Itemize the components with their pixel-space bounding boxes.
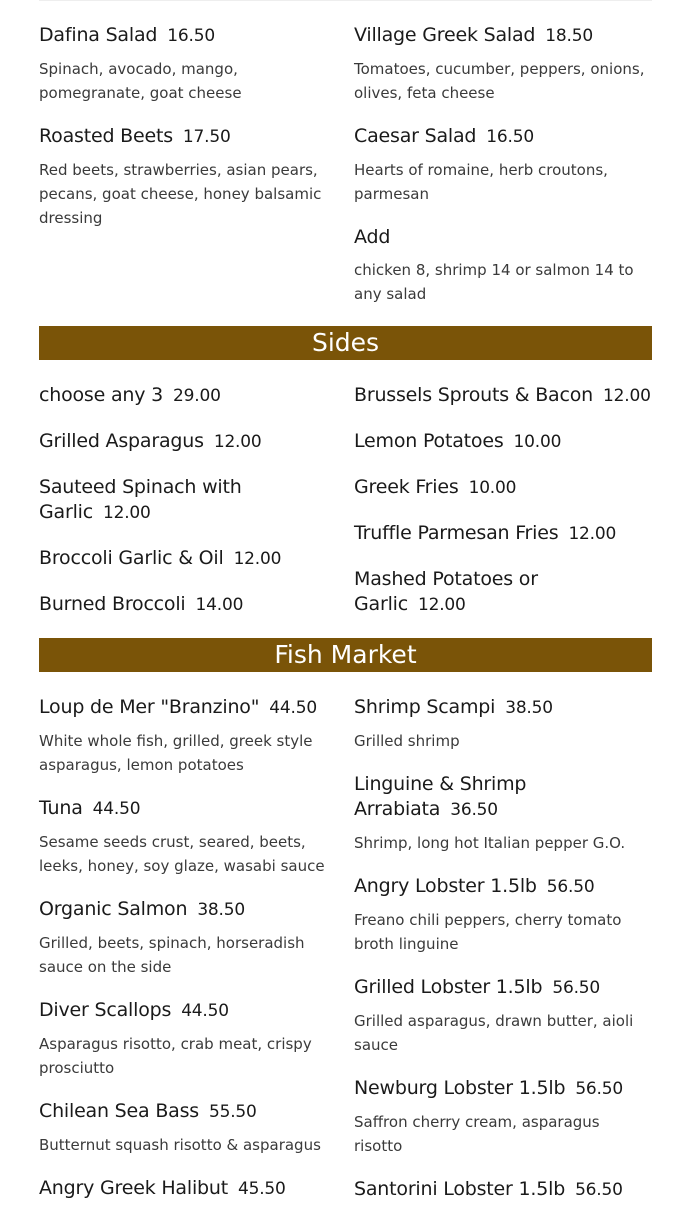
item-name: Truffle Parmesan Fries	[354, 522, 559, 544]
item-name: Grilled Asparagus	[39, 430, 204, 452]
item-price: 12.00	[417, 595, 466, 615]
salads-section	[39, 23, 652, 306]
item-price: 29.00	[173, 386, 221, 406]
item-name: Grilled Lobster 1.5lb	[354, 976, 543, 998]
sides-section	[39, 383, 652, 618]
item-description: chicken 8, shrimp 14 or salmon 14 to any salad	[354, 261, 634, 303]
menu-item	[354, 1076, 652, 1158]
item-name: Lemon Potatoes	[354, 430, 504, 452]
item-price: 12.00	[102, 503, 151, 523]
menu-item	[39, 23, 337, 105]
menu-item	[39, 1099, 337, 1157]
item-price: 56.50	[575, 1180, 623, 1200]
item-name: Caesar Salad	[354, 125, 477, 147]
menu-item	[354, 521, 652, 547]
item-price: 17.50	[182, 127, 231, 147]
item-name: Newburg Lobster 1.5lb	[354, 1077, 566, 1099]
item-description: Hearts of romaine, herb croutons, parmesan	[354, 161, 608, 203]
item-price: 12.00	[213, 432, 262, 452]
item-description: Grilled, beets, spinach, horseradish sauce on the side	[39, 934, 305, 976]
menu-item	[39, 546, 337, 572]
item-price: 44.50	[181, 1001, 229, 1021]
menu-item	[39, 475, 337, 526]
item-description: Red beets, strawberries, asian pears, pecans, goat cheese, honey balsamic dressing	[39, 161, 322, 227]
menu-item	[354, 383, 652, 409]
item-description: Freano chili peppers, cherry tomato broth linguine	[354, 911, 622, 953]
item-price: 10.00	[513, 432, 562, 452]
item-price: 56.50	[546, 877, 595, 897]
item-name: Santorini Lobster 1.5lb	[354, 1178, 566, 1200]
menu-item	[39, 383, 337, 409]
item-price: 38.50	[505, 698, 553, 718]
item-price: 12.00	[603, 386, 651, 406]
item-price: 45.50	[237, 1179, 286, 1199]
item-description: Butternut squash risotto & asparagus	[39, 1136, 321, 1154]
item-description: Grilled asparagus, drawn butter, aioli sauce	[354, 1012, 634, 1054]
item-description: Sesame seeds crust, seared, beets, leeks, honey, soy glaze, wasabi sauce	[39, 833, 325, 875]
item-name: Shrimp Scampi	[354, 696, 496, 718]
menu-item	[39, 592, 337, 618]
menu-item	[39, 429, 337, 455]
item-description: Saffron cherry cream, asparagus risotto	[354, 1113, 600, 1155]
sides-left-column	[39, 383, 337, 618]
menu-item	[354, 225, 652, 306]
salads-left-column	[39, 23, 337, 306]
item-price: 36.50	[450, 800, 498, 820]
item-name: Village Greek Salad	[354, 24, 536, 46]
menu-item	[39, 1176, 337, 1202]
item-name: Chilean Sea Bass	[39, 1100, 199, 1122]
item-name: Diver Scallops	[39, 999, 172, 1021]
section-heading-fish-market: Fish Market	[39, 638, 652, 672]
menu-item	[39, 695, 337, 777]
menu-item	[354, 975, 652, 1057]
item-price: 12.00	[568, 524, 617, 544]
menu-item	[39, 998, 337, 1080]
item-description: Tomatoes, cucumber, peppers, onions, olives, feta cheese	[354, 60, 645, 102]
item-name: Broccoli Garlic & Oil	[39, 547, 224, 569]
fish-right-column	[354, 695, 652, 1203]
menu-item	[354, 1177, 652, 1203]
menu-item	[354, 695, 652, 753]
menu-item	[354, 429, 652, 455]
menu-page	[39, 0, 652, 1203]
item-price: 44.50	[269, 698, 317, 718]
menu-item	[354, 475, 652, 501]
item-name: Loup de Mer "Branzino"	[39, 696, 260, 718]
menu-item	[354, 124, 652, 206]
item-name: Sauteed Spinach with Garlic	[39, 476, 242, 523]
item-price: 16.50	[486, 127, 534, 147]
item-description: Asparagus risotto, crab meat, crispy prosciutto	[39, 1035, 312, 1077]
item-name: Dafina Salad	[39, 24, 158, 46]
item-price: 55.50	[209, 1102, 257, 1122]
item-name: Angry Lobster 1.5lb	[354, 875, 537, 897]
item-name: Roasted Beets	[39, 125, 173, 147]
menu-item	[39, 124, 337, 230]
item-name: Brussels Sprouts & Bacon	[354, 384, 594, 406]
item-name: Linguine & Shrimp Arrabiata	[354, 773, 527, 820]
menu-item	[354, 23, 652, 105]
item-price: 38.50	[197, 900, 245, 920]
item-price: 18.50	[545, 26, 593, 46]
item-name: Add	[354, 226, 391, 248]
menu-item	[354, 874, 652, 956]
item-price: 14.00	[195, 595, 244, 615]
fish-left-column	[39, 695, 337, 1203]
menu-item	[39, 897, 337, 979]
section-heading-sides: Sides	[39, 326, 652, 360]
item-price: 16.50	[167, 26, 215, 46]
item-name: Tuna	[39, 797, 83, 819]
item-price: 56.50	[552, 978, 601, 998]
item-name: Organic Salmon	[39, 898, 188, 920]
item-name: choose any 3	[39, 384, 164, 406]
item-price: 44.50	[92, 799, 141, 819]
item-name: Burned Broccoli	[39, 593, 186, 615]
item-description: Shrimp, long hot Italian pepper G.O.	[354, 834, 626, 852]
item-description: Spinach, avocado, mango, pomegranate, goat cheese	[39, 60, 242, 102]
item-name: Angry Greek Halibut	[39, 1177, 228, 1199]
item-price: 10.00	[468, 478, 517, 498]
menu-item	[39, 796, 337, 878]
menu-item	[354, 772, 652, 855]
fish-section	[39, 695, 652, 1203]
item-price: 12.00	[233, 549, 282, 569]
item-name: Mashed Potatoes or Garlic	[354, 568, 538, 615]
item-description: Grilled shrimp	[354, 732, 460, 750]
salads-right-column	[354, 23, 652, 306]
menu-item	[354, 567, 652, 618]
sides-right-column	[354, 383, 652, 618]
item-price: 56.50	[575, 1079, 623, 1099]
item-name: Greek Fries	[354, 476, 459, 498]
item-description: White whole fish, grilled, greek style asparagus, lemon potatoes	[39, 732, 313, 774]
